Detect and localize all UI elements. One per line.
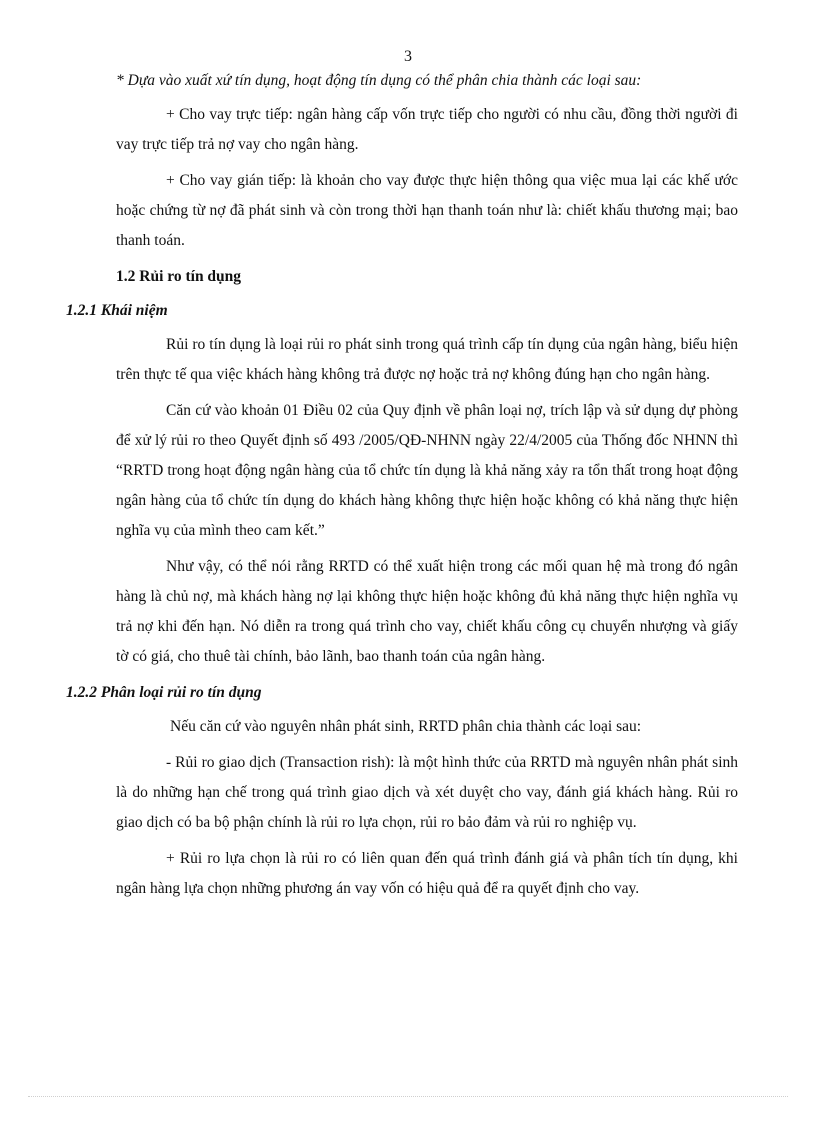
heading-1-2-1: 1.2.1 Khái niệm: [66, 302, 168, 319]
heading-1-2: 1.2 Rủi ro tín dụng: [116, 268, 242, 285]
paragraph-summary: Như vậy, có thể nói rằng RRTD có thể xuất hiện trong các mối quan hệ mà trong đó ngân hàng là chủ nợ, mà khách hàng nợ lại không thực hiện hoặc không đủ khả năng thực hiện nghĩa vụ trả nợ khi đến hạn. Nó diễn ra trong quá trình cho vay, chiết khấu công cụ chuyển nhượng và giấy tờ có giá, cho thuê tài chính, bảo lãnh, bao thanh toán của ngân hàng.: [116, 558, 738, 665]
heading-1-2-2: 1.2.2 Phân loại rủi ro tín dụng: [66, 684, 262, 701]
intro-line: * Dựa vào xuất xứ tín dụng, hoạt động tín dụng có thể phân chia thành các loại sau:: [116, 72, 642, 89]
page-number: 3: [404, 48, 412, 65]
paragraph-regulation: Căn cứ vào khoản 01 Điều 02 của Quy định về phân loại nợ, trích lập và sử dụng dự phòng để xử lý rủi ro theo Quyết định số 493 /2005/QĐ-NHNN ngày 22/4/2005 của Thống đốc NHNN thì “RRTD trong hoạt động ngân hàng của tổ chức tín dụng là khả năng xảy ra tổn thất trong hoạt động ngân hàng của tổ chức tín dụng do khách hàng không thực hiện hoặc không có khả năng thực hiện nghĩa vụ của mình theo cam kết.”: [116, 402, 738, 539]
footer-divider: [28, 1096, 788, 1097]
document-body: [66, 66, 738, 910]
paragraph-classification-intro: Nếu căn cứ vào nguyên nhân phát sinh, RRTD phân chia thành các loại sau:: [170, 718, 642, 735]
paragraph-direct-lending: + Cho vay trực tiếp: ngân hàng cấp vốn trực tiếp cho người có nhu cầu, đồng thời người đi vay trực tiếp trả nợ vay cho ngân hàng.: [116, 106, 738, 153]
paragraph-selection-risk: + Rủi ro lựa chọn là rủi ro có liên quan đến quá trình đánh giá và phân tích tín dụng, khi ngân hàng lựa chọn những phương án vay vốn có hiệu quả để ra quyết định cho vay.: [116, 850, 738, 897]
paragraph-indirect-lending: + Cho vay gián tiếp: là khoản cho vay được thực hiện thông qua việc mua lại các khế ước hoặc chứng từ nợ đã phát sinh và còn trong thời hạn thanh toán như là: chiết khấu thương mại; bao thanh toán.: [116, 172, 738, 249]
paragraph-transaction-risk: - Rủi ro giao dịch (Transaction rish): là một hình thức của RRTD mà nguyên nhân phát sinh là do những hạn chế trong quá trình giao dịch và xét duyệt cho vay, đánh giá khách hàng. Rủi ro giao dịch có ba bộ phận chính là rủi ro lựa chọn, rủi ro bảo đảm và rủi ro nghiệp vụ.: [116, 754, 738, 831]
paragraph-definition: Rủi ro tín dụng là loại rủi ro phát sinh trong quá trình cấp tín dụng của ngân hàng, biểu hiện trên thực tế qua việc khách hàng không trả được nợ hoặc trả nợ không đúng hạn cho ngân hàng.: [116, 336, 738, 383]
